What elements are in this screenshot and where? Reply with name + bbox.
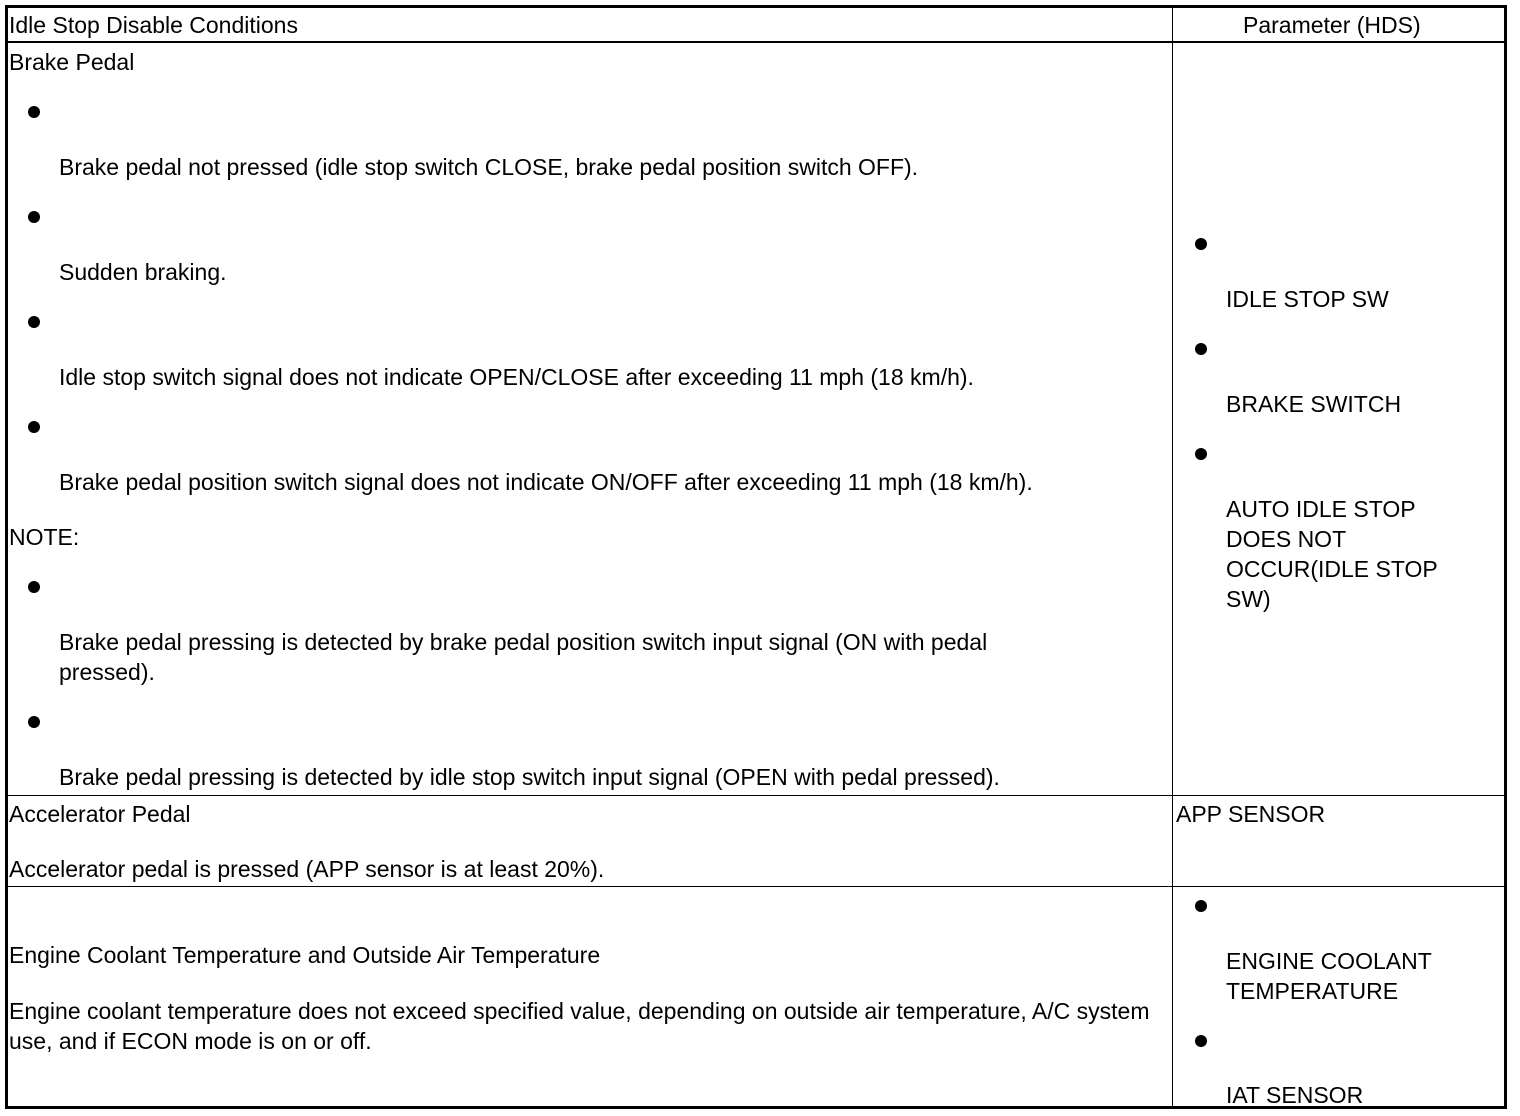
bullet-icon xyxy=(28,106,40,118)
row-description: Engine coolant temperature does not exceed specified value, depending on outside air temperature, A/C system use, and if ECON mode is on or off. xyxy=(9,998,1150,1054)
row-description: Accelerator pedal is pressed (APP sensor is at least 20%). xyxy=(9,856,605,882)
row-title-brake-pedal: Brake Pedal xyxy=(9,49,135,75)
parameter-item: IDLE STOP SW xyxy=(1226,286,1389,312)
parameter-item: AUTO IDLE STOP DOES NOT OCCUR(IDLE STOP SW) xyxy=(1226,496,1438,612)
bullet-icon xyxy=(1195,900,1207,912)
note-item: Brake pedal pressing is detected by brake pedal position switch input signal (ON with pedal pressed). xyxy=(59,629,988,685)
row-divider xyxy=(8,886,1504,887)
bullet-icon xyxy=(1195,343,1207,355)
condition-item: Sudden braking. xyxy=(59,259,227,285)
bullet-icon xyxy=(1195,448,1207,460)
bullet-icon xyxy=(1195,1035,1207,1047)
parameter-item: APP SENSOR xyxy=(1176,801,1326,827)
condition-item: Idle stop switch signal does not indicate OPEN/CLOSE after exceeding 11 mph (18 km/h). xyxy=(59,364,974,390)
parameter-item: BRAKE SWITCH xyxy=(1226,391,1402,417)
condition-item: Brake pedal position switch signal does not indicate ON/OFF after exceeding 11 mph (18 km/h). xyxy=(59,469,1033,495)
bullet-icon xyxy=(28,421,40,433)
bullet-icon xyxy=(28,581,40,593)
condition-item: Brake pedal not pressed (idle stop switch CLOSE, brake pedal position switch OFF). xyxy=(59,154,919,180)
header-divider xyxy=(8,41,1504,43)
header-conditions: Idle Stop Disable Conditions xyxy=(9,12,298,38)
parameter-item: ENGINE COOLANT TEMPERATURE xyxy=(1226,948,1432,1004)
row-title-engine-coolant: Engine Coolant Temperature and Outside Air Temperature xyxy=(9,942,601,968)
note-item: Brake pedal pressing is detected by idle stop switch input signal (OPEN with pedal pressed). xyxy=(59,764,1000,790)
bullet-icon xyxy=(28,211,40,223)
parameter-item: IAT SENSOR xyxy=(1226,1082,1364,1108)
header-parameter: Parameter (HDS) xyxy=(1243,12,1421,38)
note-label: NOTE: xyxy=(9,524,80,550)
bullet-icon xyxy=(28,716,40,728)
row-divider xyxy=(8,795,1504,796)
bullet-icon xyxy=(28,316,40,328)
column-divider xyxy=(1172,8,1173,1106)
row-title-accelerator-pedal: Accelerator Pedal xyxy=(9,801,191,827)
bullet-icon xyxy=(1195,238,1207,250)
